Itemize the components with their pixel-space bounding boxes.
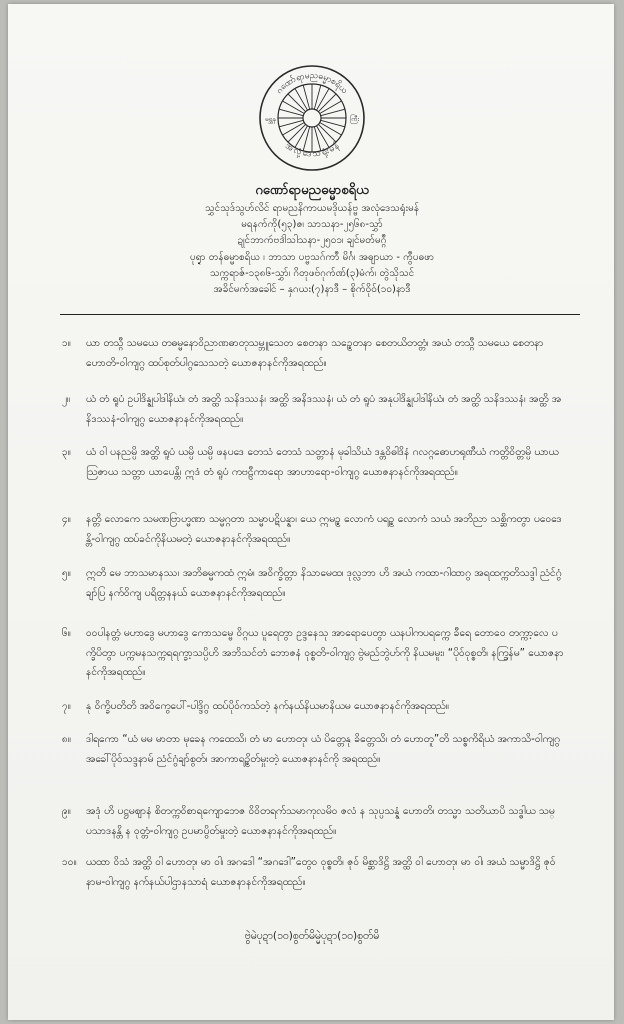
seal-logo	[258, 64, 366, 172]
question-number: ၉။	[62, 805, 71, 817]
organization-title: ဂဏော်ရာမညဓမ္မာစရိယ	[255, 183, 369, 198]
seal-spoke	[321, 120, 345, 126]
question-number: ၁၀။	[62, 856, 77, 868]
seal-spoke	[314, 127, 320, 151]
seal-spoke	[303, 127, 309, 151]
question-text: နု ဝိက္ခိပတိတိ အဝိကွေပေါ်-ပါဒ္ဒိဂွ ထပ်ပိုဝ်ကသ်တဲ့ နက်နယ်နိယမာနိယမ ယောဇနာနင်ကိုအရထည်။	[86, 700, 450, 712]
seal-right-text: ကြီး	[350, 115, 360, 123]
header-line-1: သွှင်သုဒ်သွဟ်လိင် ရာမညနိကာယမဒိုယန်ဗ္ဗ အလုံဒေသရုံးမန်	[204, 203, 419, 214]
question-text: ယံ တံ ရူပံ ဥပါဒိန္နုပါဒါနိယံ၊ တံ အတ္ထိ သနိဒဿနံ၊ အတ္ထိ အနိဒဿနံ၊ ယံ တံ ရူပံ အနုပါဒိန္နုပါဒါနိယံ၊ တံ အတ္ထိ သနိဒဿနံ၊ အတ္ထိ အနိဒဿနံ-ဝါကျဂွ ယောဇနာနင်ကိုအရထည်။	[86, 393, 562, 425]
seal-left-text: မရ္ဘန	[265, 115, 276, 123]
question-text: နတ္တိ လောကေ သမဏဗြာဟ္မဏာ သမ္မဂ္ဂတာ သမ္မာပဋိပန္နာ၊ ယေ ဣမဉ္စ လောကံ ပရဉ္စ လောကံ သယံ အဘိညာ သစ္ဆိကတွာ ပဝေဒေန္တိ-ဝါကျဂွ ထပ်ခင်ကိုနိယမတဲ့ ယောဇနာနင်ကိုအရထည်။	[86, 513, 562, 545]
question-text: ဒါရကော “ယံ မမ မာတာ မုခေန ကထေသိ၊ တံ မာ ဟောတု၊ ယံ ပိတ္တေနု ခိတ္တေသိ၊ တံ ဟောတူ”တိ သစ္စကိရိယံ အကာသိ-ဝါကျဂွ အခေါ်ပိုဝ်သဒ္ဒနာမ် ညံင်ဂွံချာ်စွတ်၊ အာကာရဉ္စိတ်မှုးတဲ့ ယောဇနာနင်ကို အရထည်။	[86, 733, 561, 765]
seal-spoke	[321, 109, 345, 115]
svg-text:အလုံ့ဒေသရုံးမန်	[283, 140, 342, 160]
seal-top-text: ဂဏော်ရာမညဓမ္မာစရိယ	[274, 70, 350, 96]
question-number: ၇။	[62, 700, 71, 712]
seal-spoke	[314, 85, 320, 109]
seal-bottom-text: အလုံ့ဒေသရုံးမန်	[283, 140, 342, 160]
question-number: ၆။	[62, 627, 71, 639]
seal-spoke	[279, 109, 303, 115]
question-number: ၄။	[62, 513, 71, 525]
header-line-4: ပုရ္ဍာ တန်ဓမ္မာစရိယ ၊ ဘာသာ ပဗ္ဗသဂ်ကာဳ မိင်္ဂ၊ အဓျာယာ - ကွဳပဓဖာ	[189, 252, 435, 263]
question-text: ယံ ဝါ ပနညမ္ပိ အတ္ထိ ရူပံ ယမ္ပိ ယမ္ပိ ဖနပဒေ တေသံ တေသံ သတ္တာနံ မုခါသိယံ ဒန္တဝိဓါဒိနံ ဂလဂ္ဂဓောဟရုဏီယံ ကတ္တိဝိတ္တမ္ပိ ယာယ ဩဇာယ သတ္တာ ယာပေန္တိ၊ ဣဒံ တံ ရူပံ ကဗဠီကာရော အာဟာရော-ဝါကျဂွ ယောဇနာနင်ကိုအရထည်။	[86, 446, 559, 478]
question-text: ယာ တသ္ဂီ သမယေ တဓမ္မနော၀ိညာဏဓာတုသမ္ဘူသေ၀ာ စေတနာ သဉ္စေတနာ စေတယိတတ္တံ၊ အယံ တသ္ဂီ သမယေ စေတနာ ဟောတိ-ဝါကျဂွ ထပ်စုတ်ပါဂွသေသတဲ့ ယောဇနာနင်ကိုအရထည်။	[86, 337, 544, 369]
seal-spoke	[279, 120, 303, 126]
header-line-3: ဍုင်ဘာကဴဗဒါဲသါသနာ-၂၅၀၁၊ ချင်မတ်မဂ္ဂဳ	[237, 235, 387, 246]
question-number: ၈။	[62, 733, 71, 745]
question-number: ၅။	[62, 567, 71, 579]
header-line-2: မရနက်ကို(၅၃)ဇ၊ သာသနာ-၂၅၆၈-သွှာ်	[241, 219, 383, 230]
question-number: ၃။	[62, 446, 71, 458]
question-text: ဝဝပါနတ္တံ မဟာဒွေ မဟာဒွေ ကောသမ္ဗေ ဝိဂ္ဂယ ပူရေတွာ ဥဒ္ဒနေသု အာရောပေတွာ ယနပါကပရက္ကေ ခီရေ တော၀ေ တက္ကာ့လေ ပက္ခိပိတွာ ပက္ကမနသက္ကရရက္ခာ့သပ္ပိဟိ အဘိသင်တံ ဘောဇနံ ဝုစ္စတိ-ဝါကျဂွ ဗွဲမည်ဘွဲဟ်ကို နိယမမူး၊ “ပိုဝ်ဝုစ္စတိ၊ နက္ခြန်မ” ယောဇနာနင်ကိုအရထည်။	[86, 627, 564, 678]
question-text: ဣတိ မေ ဘာသမာနဿ၊ အဘိဓမ္မကထံ ဣမံ၊ အဝိက္ခိတ္တာ နိသာမေထ၊ ဒုလ္လဘာ ဟိ အယံ ကထာ-ဂါထာဂွ အရထက္ကတိသဒ္ဒါ ညံင်ဂွံချာ်ပြ နက်ဝိကျ ပရိတ္တနနယ် ယောဇနာနင်ကိုအရထည်။	[86, 567, 562, 599]
header-divider	[60, 314, 580, 315]
header-line-6: အခိင်မက်အခေါင် – နှဂယး(၇)နာဒီ – စိုက်ဝိုဝ်(၁၀)နာဒီ	[213, 284, 411, 295]
question-number: ၂။	[62, 393, 71, 405]
seal-spoke	[303, 85, 309, 109]
question-text: အဒုံ ဟိ ပဋ္ဌမဈာနံ စိတက္ကဝိစာရကျောဘေဇ ဝိဝိတရက်သမာကုလမိဝ ဇလံ န သုပ္ပသန္နံ ဟောတိ၊ တသ္မာ သတိယာပိ သဒ္ဓါယ သမ္ပသာဒနန္တိ န ဝုတ္တံ-ဝါကျဂွ ဥပမာပွိတ်မှုးတဲ့ ယောဇနာနင်ကိုအရထည်။	[86, 805, 555, 837]
header-line-5: သက္ကရာဇ်-၁၃၈၆-သွှာ်၊ ဂိတုဖဗ်ဂုက်ဏ်(၃)မံက်၊ တွဲသိုသင်	[209, 268, 415, 279]
question-number: ၁။	[62, 337, 71, 349]
question-text: ယထာ ဝိသံ အတ္ထိ ဝါ ဟောတု၊ မာ ဝါ၊ အဂဒေါ “အဂဒေါ”တွေဝ ဝုစ္စတိ၊ ဇုဝ် မိစ္ဆာဒိဋ္ဌိ အတ္ထိ ဝါ ဟောတု၊ မာ ဝါ၊ အယံ သမ္မာဒိဋ္ဌိ ဇုဝ် နာမ-ဝါကျဂွ နက်နယ်ပါဌာနသာရံ ယောဇနာနင်ကိုအရထည်။	[86, 856, 556, 888]
footer-closing: ဗွဲမဲပုဍာ(၁၀)စွတ်မိမ္မဲပုဍာ(၁၀)စွတ်မိ	[244, 930, 380, 942]
